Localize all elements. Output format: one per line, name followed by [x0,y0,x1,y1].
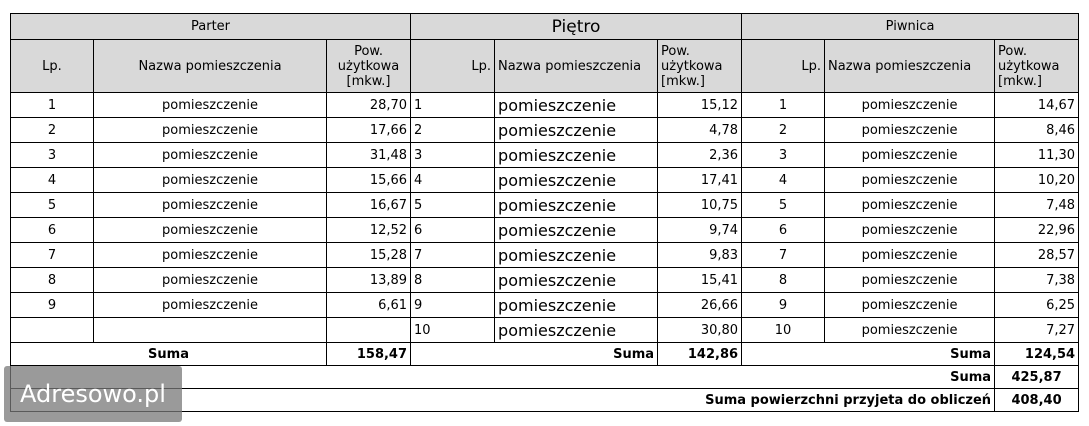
parter-area: 13,89 [327,268,411,293]
piwnica-name: pomieszczenie [825,193,995,218]
piwnica-name: pomieszczenie [825,268,995,293]
parter-lp: 9 [11,293,94,318]
parter-lp: 5 [11,193,94,218]
col-pow-line3: [mkw.] [661,73,705,89]
parter-lp [11,318,94,343]
col-nazwa: Nazwa pomieszczenia [495,40,658,93]
total-sum-value: 425,87 [995,366,1079,389]
sum-value-piwnica: 124,54 [995,343,1079,366]
piwnica-lp: 1 [742,93,825,118]
table-row [11,143,1079,168]
col-pow-line2: użytkowa [337,58,400,74]
col-pow-line3: [mkw.] [998,73,1042,89]
piwnica-area: 6,25 [995,293,1079,318]
pietro-lp: 8 [411,268,495,293]
table-row [11,268,1079,293]
piwnica-lp: 9 [742,293,825,318]
parter-name: pomieszczenie [94,193,327,218]
piwnica-area: 8,46 [995,118,1079,143]
piwnica-lp: 4 [742,168,825,193]
parter-lp: 7 [11,243,94,268]
parter-area: 17,66 [327,118,411,143]
pietro-name: pomieszczenie [495,193,658,218]
table-row [11,118,1079,143]
col-lp: Lp. [411,40,495,93]
sum-row [11,343,1079,366]
parter-area: 6,61 [327,293,411,318]
parter-name: pomieszczenie [94,218,327,243]
parter-name: pomieszczenie [94,143,327,168]
sum-value-pietro: 142,86 [658,343,742,366]
table-row [11,318,1079,343]
area-table [10,13,1079,412]
pietro-name: pomieszczenie [495,243,658,268]
sum-label-pietro: Suma [411,343,658,366]
pietro-lp: 2 [411,118,495,143]
parter-lp: 6 [11,218,94,243]
piwnica-lp: 2 [742,118,825,143]
section-header-row [11,14,1079,40]
pietro-name: pomieszczenie [495,268,658,293]
parter-area: 31,48 [327,143,411,168]
col-lp: Lp. [742,40,825,93]
section-parter: Parter [11,14,411,40]
piwnica-name: pomieszczenie [825,118,995,143]
pietro-area: 30,80 [658,318,742,343]
piwnica-area: 14,67 [995,93,1079,118]
section-pietro: Piętro [411,14,742,40]
table-row [11,243,1079,268]
parter-name: pomieszczenie [94,93,327,118]
pietro-area: 17,41 [658,168,742,193]
sum-value-parter: 158,47 [327,343,411,366]
parter-name: pomieszczenie [94,243,327,268]
pietro-name: pomieszczenie [495,218,658,243]
total-sum-label: Suma [11,366,995,389]
parter-name: pomieszczenie [94,168,327,193]
parter-lp: 1 [11,93,94,118]
piwnica-area: 7,48 [995,193,1079,218]
col-nazwa: Nazwa pomieszczenia [94,40,327,93]
pietro-lp: 9 [411,293,495,318]
parter-name: pomieszczenie [94,118,327,143]
parter-name: pomieszczenie [94,293,327,318]
col-pow-line1: Pow. [661,43,690,59]
pietro-area: 15,12 [658,93,742,118]
parter-lp: 8 [11,268,94,293]
pietro-name: pomieszczenie [495,93,658,118]
pietro-lp: 7 [411,243,495,268]
pietro-area: 9,74 [658,218,742,243]
col-pow-line1: Pow. [998,43,1027,59]
col-pow [658,40,742,93]
piwnica-name: pomieszczenie [825,218,995,243]
parter-area: 15,28 [327,243,411,268]
parter-lp: 2 [11,118,94,143]
column-header-row [11,40,1079,93]
adopted-sum-label: Suma powierzchni przyjeta do obliczeń [11,389,995,412]
pietro-area: 9,83 [658,243,742,268]
piwnica-lp: 5 [742,193,825,218]
pietro-name: pomieszczenie [495,118,658,143]
sum-label-piwnica: Suma [742,343,995,366]
piwnica-name: pomieszczenie [825,293,995,318]
parter-lp: 3 [11,143,94,168]
piwnica-lp: 3 [742,143,825,168]
piwnica-name: pomieszczenie [825,243,995,268]
sum-label-parter: Suma [11,343,327,366]
table-row [11,168,1079,193]
section-piwnica: Piwnica [742,14,1079,40]
piwnica-area: 7,27 [995,318,1079,343]
piwnica-name: pomieszczenie [825,143,995,168]
adopted-sum-value: 408,40 [995,389,1079,412]
col-nazwa: Nazwa pomieszczenia [825,40,995,93]
pietro-lp: 3 [411,143,495,168]
col-lp: Lp. [11,40,94,93]
col-pow-line1: Pow. [354,43,383,59]
watermark-logo: Adresowo.pl [4,366,182,422]
col-pow-line2: użytkowa [661,58,723,74]
pietro-area: 2,36 [658,143,742,168]
parter-area: 15,66 [327,168,411,193]
piwnica-lp: 8 [742,268,825,293]
table-row [11,218,1079,243]
pietro-lp: 1 [411,93,495,118]
col-pow-line2: użytkowa [998,58,1060,74]
parter-name: pomieszczenie [94,268,327,293]
piwnica-lp: 10 [742,318,825,343]
parter-area: 16,67 [327,193,411,218]
pietro-area: 15,41 [658,268,742,293]
piwnica-area: 10,20 [995,168,1079,193]
parter-area [327,318,411,343]
piwnica-name: pomieszczenie [825,168,995,193]
col-pow [327,40,411,93]
piwnica-area: 28,57 [995,243,1079,268]
parter-lp: 4 [11,168,94,193]
parter-area: 12,52 [327,218,411,243]
table-row [11,93,1079,118]
piwnica-area: 7,38 [995,268,1079,293]
piwnica-lp: 6 [742,218,825,243]
pietro-area: 10,75 [658,193,742,218]
parter-area: 28,70 [327,93,411,118]
pietro-area: 26,66 [658,293,742,318]
piwnica-area: 22,96 [995,218,1079,243]
table-row [11,193,1079,218]
piwnica-area: 11,30 [995,143,1079,168]
pietro-name: pomieszczenie [495,143,658,168]
pietro-name: pomieszczenie [495,318,658,343]
pietro-lp: 5 [411,193,495,218]
pietro-lp: 10 [411,318,495,343]
col-pow-line3: [mkw.] [346,73,391,89]
table-row [11,293,1079,318]
piwnica-name: pomieszczenie [825,318,995,343]
pietro-area: 4,78 [658,118,742,143]
pietro-name: pomieszczenie [495,168,658,193]
pietro-lp: 6 [411,218,495,243]
pietro-name: pomieszczenie [495,293,658,318]
piwnica-lp: 7 [742,243,825,268]
parter-name [94,318,327,343]
col-pow [995,40,1079,93]
pietro-lp: 4 [411,168,495,193]
piwnica-name: pomieszczenie [825,93,995,118]
